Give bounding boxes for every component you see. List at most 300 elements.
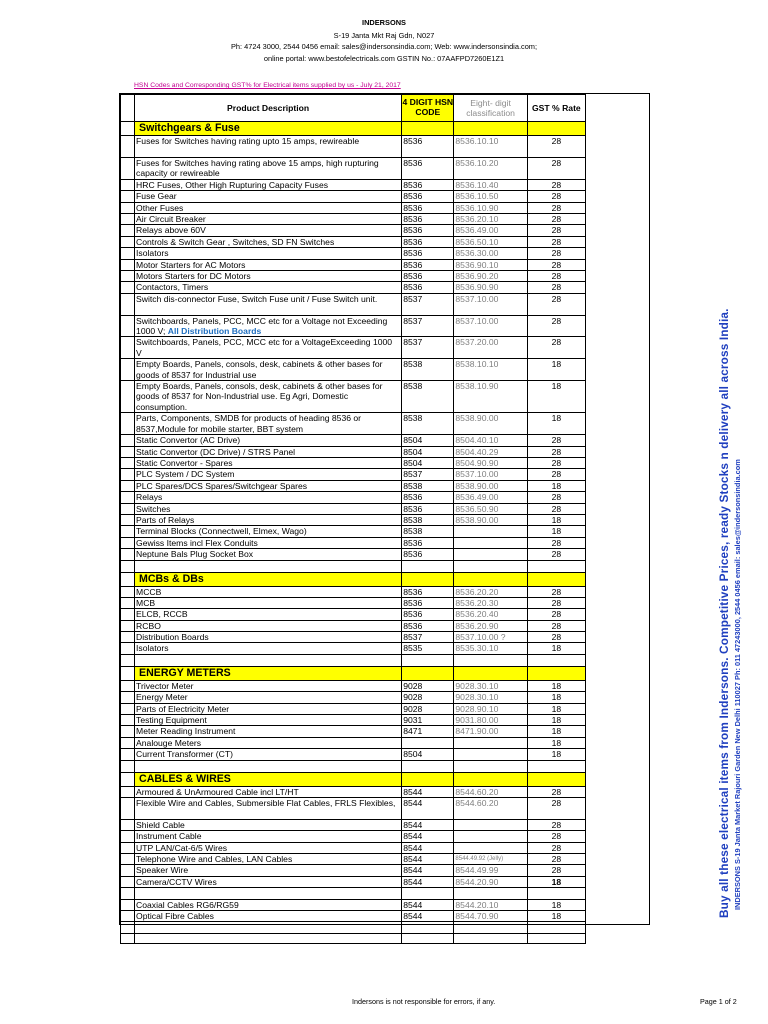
index-cell <box>121 876 135 887</box>
hsn-8-digit: 9031.80.00 <box>454 715 527 726</box>
hsn-4-digit: 8544 <box>402 819 454 830</box>
gst-rate: 28 <box>527 446 585 457</box>
hsn-8-digit: 8537.10.00 <box>454 315 527 337</box>
section-fill-cell <box>454 666 527 680</box>
hsn-8-digit <box>454 888 527 899</box>
empty-cell <box>121 922 135 934</box>
section-title: CABLES & WIRES <box>135 772 402 786</box>
index-cell <box>121 703 135 714</box>
hsn-4-digit: 8544 <box>402 876 454 887</box>
index-cell <box>121 157 135 179</box>
product-description: Isolators <box>135 643 402 654</box>
table-row <box>121 597 586 608</box>
index-cell <box>121 572 135 586</box>
index-cell <box>121 537 135 548</box>
index-cell <box>121 865 135 876</box>
index-cell <box>121 632 135 643</box>
hsn-4-digit: 8536 <box>402 620 454 631</box>
table-row <box>121 888 586 899</box>
hsn-4-digit: 8537 <box>402 632 454 643</box>
index-cell <box>121 715 135 726</box>
index-cell <box>121 236 135 247</box>
hsn-4-digit: 8536 <box>402 236 454 247</box>
section-fill-cell <box>527 122 585 136</box>
section-fill-cell <box>454 572 527 586</box>
empty-cell <box>454 922 527 934</box>
product-description: Relays <box>135 492 402 503</box>
empty-cell <box>135 934 402 944</box>
hsn-8-digit <box>454 737 527 748</box>
section-fill-cell <box>527 572 585 586</box>
index-cell <box>121 842 135 853</box>
hsn-4-digit: 8536 <box>402 136 454 158</box>
table-row <box>121 703 586 714</box>
gst-rate: 18 <box>527 715 585 726</box>
hsn-8-digit: 8537.10.00 <box>454 293 527 315</box>
product-description: Fuse Gear <box>135 191 402 202</box>
section-header-row <box>121 122 586 136</box>
product-description: Empty Boards, Panels, consols, desk, cabinets & other bases for goods of 8537 for Industrial use <box>135 359 402 381</box>
table-row <box>121 359 586 381</box>
gst-rate: 18 <box>527 680 585 691</box>
product-description: Camera/CCTV Wires <box>135 876 402 887</box>
hsn-note: HSN Codes and Corresponding GST% for Electrical items supplied by us - July 21, 2017 <box>134 82 401 89</box>
product-description: Switches <box>135 503 402 514</box>
gst-rate: 28 <box>527 282 585 293</box>
table-header-row <box>121 95 586 122</box>
gst-rate: 18 <box>527 703 585 714</box>
product-description: Analouge Meters <box>135 737 402 748</box>
index-cell <box>121 526 135 537</box>
index-cell <box>121 213 135 224</box>
product-description: Flexible Wire and Cables, Submersible Flat Cables, FRLS Flexibles, <box>135 798 402 820</box>
product-description: Controls & Switch Gear , Switches, SD FN Switches <box>135 236 402 247</box>
hsn-4-digit: 8536 <box>402 248 454 259</box>
hsn-4-digit: 8537 <box>402 469 454 480</box>
product-description: Neptune Bals Plug Socket Box <box>135 549 402 560</box>
empty-cell <box>121 560 135 572</box>
table-row <box>121 798 586 820</box>
hsn-4-digit: 8536 <box>402 259 454 270</box>
hsn-4-digit: 8536 <box>402 191 454 202</box>
hsn-4-digit: 8535 <box>402 643 454 654</box>
hsn-8-digit <box>454 819 527 830</box>
section-header-row <box>121 572 586 586</box>
index-cell <box>121 726 135 737</box>
gst-rate: 28 <box>527 293 585 315</box>
gst-rate: 28 <box>527 786 585 797</box>
index-cell <box>121 469 135 480</box>
hsn-8-digit: 8538.90.00 <box>454 514 527 525</box>
product-description: Parts, Components, SMDB for products of heading 8536 or 8537,Module for mobile starter, BBT system <box>135 413 402 435</box>
hsn-4-digit: 8538 <box>402 359 454 381</box>
hsn-4-digit: 9028 <box>402 703 454 714</box>
hsn-8-digit: 9028.30.10 <box>454 692 527 703</box>
empty-cell <box>454 934 527 944</box>
table-row <box>121 458 586 469</box>
gst-rate: 28 <box>527 537 585 548</box>
product-description: Contactors, Timers <box>135 282 402 293</box>
gst-rate: 28 <box>527 469 585 480</box>
product-description: Testing Equipment <box>135 715 402 726</box>
product-description: Coaxial Cables RG6/RG59 <box>135 899 402 910</box>
table-row <box>121 179 586 190</box>
index-cell <box>121 337 135 359</box>
product-description: Fuses for Switches having rating upto 15 amps, rewireable <box>135 136 402 158</box>
table-row <box>121 282 586 293</box>
table-row <box>121 876 586 887</box>
empty-cell <box>135 654 402 666</box>
product-description: Terminal Blocks (Connectwell, Elmex, Wago) <box>135 526 402 537</box>
hsn-8-digit: 8536.49.00 <box>454 225 527 236</box>
index-cell <box>121 911 135 922</box>
gst-rate: 18 <box>527 911 585 922</box>
product-description: Armoured & UnArmoured Cable incl LT/HT <box>135 786 402 797</box>
hsn-8-digit <box>454 749 527 760</box>
section-title: MCBs & DBs <box>135 572 402 586</box>
hsn-4-digit: 8537 <box>402 315 454 337</box>
gst-rate: 28 <box>527 236 585 247</box>
hsn-table-body <box>121 95 586 944</box>
empty-cell <box>454 560 527 572</box>
empty-cell <box>135 922 402 934</box>
hsn-8-digit: 8544.49.92 (Jelly) <box>454 854 527 865</box>
gst-rate: 28 <box>527 632 585 643</box>
product-description: Static Convertor (DC Drive) / STRS Panel <box>135 446 402 457</box>
section-fill-cell <box>454 772 527 786</box>
table-row <box>121 899 586 910</box>
table-row <box>121 514 586 525</box>
hsn-8-digit: 8537.20.00 <box>454 337 527 359</box>
table-row <box>121 549 586 560</box>
company-name: INDERSONS <box>362 18 406 27</box>
hsn-8-digit: 8538.10.10 <box>454 359 527 381</box>
table-row <box>121 213 586 224</box>
hsn-8-digit: 8544.20.90 <box>454 876 527 887</box>
index-cell <box>121 270 135 281</box>
gst-rate: 28 <box>527 549 585 560</box>
gst-rate: 28 <box>527 202 585 213</box>
table-row <box>121 469 586 480</box>
table-row <box>121 315 586 337</box>
product-description: Telephone Wire and Cables, LAN Cables <box>135 854 402 865</box>
hsn-8-digit: 8504.90.90 <box>454 458 527 469</box>
hsn-8-digit: 8544.49.99 <box>454 865 527 876</box>
hsn-8-digit: 8536.90.10 <box>454 259 527 270</box>
table-row <box>121 786 586 797</box>
hsn-8-digit <box>454 842 527 853</box>
gst-rate: 28 <box>527 865 585 876</box>
index-cell <box>121 359 135 381</box>
hsn-8-digit: 8537.10.00 <box>454 469 527 480</box>
hsn-4-digit <box>402 888 454 899</box>
empty-cell <box>454 654 527 666</box>
product-description: Static Convertor - Spares <box>135 458 402 469</box>
gst-header: GST % Rate <box>527 95 585 122</box>
hsn-4-digit: 8538 <box>402 526 454 537</box>
empty-cell <box>135 560 402 572</box>
company-portal: online portal: www.bestofelectricals.com GSTIN No.: 07AAFPD7260E1Z1 <box>263 54 505 63</box>
index-cell <box>121 749 135 760</box>
product-description: UTP LAN/Cat-6/5 Wires <box>135 842 402 853</box>
company-address: S-19 Janta Mkt Raj Gdn, N027 <box>333 31 435 40</box>
spacer-row <box>121 922 586 934</box>
table-row <box>121 526 586 537</box>
hsn-4-digit: 8544 <box>402 842 454 853</box>
hsn-4-digit: 8536 <box>402 492 454 503</box>
hsn-8-digit: 8536.20.20 <box>454 586 527 597</box>
section-header-row <box>121 666 586 680</box>
table-row <box>121 381 586 413</box>
gst-rate: 18 <box>527 876 585 887</box>
section-fill-cell <box>527 666 585 680</box>
hsn-8-digit: 8544.60.20 <box>454 798 527 820</box>
hsn-8-digit: 8536.50.10 <box>454 236 527 247</box>
hsn-4-digit: 8536 <box>402 549 454 560</box>
product-description: Optical Fibre Cables <box>135 911 402 922</box>
gst-rate: 18 <box>527 899 585 910</box>
gst-rate: 28 <box>527 620 585 631</box>
gst-rate: 28 <box>527 225 585 236</box>
product-description <box>135 888 402 899</box>
hsn-4-digit: 8544 <box>402 831 454 842</box>
gst-rate: 18 <box>527 737 585 748</box>
section-fill-cell <box>402 122 454 136</box>
product-description: RCBO <box>135 620 402 631</box>
hsn-8-digit: 8544.20.10 <box>454 899 527 910</box>
index-cell <box>121 202 135 213</box>
product-description: MCCB <box>135 586 402 597</box>
table-row <box>121 236 586 247</box>
index-header-cell <box>121 95 135 122</box>
index-cell <box>121 248 135 259</box>
gst-rate: 28 <box>527 213 585 224</box>
section-header-row <box>121 772 586 786</box>
table-row <box>121 492 586 503</box>
hsn-4-digit: 8536 <box>402 270 454 281</box>
index-cell <box>121 136 135 158</box>
index-cell <box>121 786 135 797</box>
index-cell <box>121 819 135 830</box>
product-description: ELCB, RCCB <box>135 609 402 620</box>
gst-rate: 18 <box>527 749 585 760</box>
empty-cell <box>402 760 454 772</box>
hsn-8-digit: 8536.10.10 <box>454 136 527 158</box>
gst-sheet <box>119 93 742 925</box>
gst-rate: 18 <box>527 359 585 381</box>
footer-page-number: Page 1 of 2 <box>700 997 737 1006</box>
table-row <box>121 609 586 620</box>
index-cell <box>121 831 135 842</box>
table-row <box>121 680 586 691</box>
hsn-8-digit <box>454 537 527 548</box>
hsn-4-digit: 8544 <box>402 911 454 922</box>
table-row <box>121 503 586 514</box>
product-description: Empty Boards, Panels, consols, desk, cabinets & other bases for goods of 8537 for Non-Industrial use. Eg Agri, Domestic consumption. <box>135 381 402 413</box>
hsn-4-digit: 8536 <box>402 503 454 514</box>
index-cell <box>121 446 135 457</box>
hsn-4-digit: 8537 <box>402 293 454 315</box>
promo-contact-line: INDERSONS S-19 Janta Market Rajouri Garden New Delhi 110027 Ph: 011 47243000, 2544 0456 email: sales@indersonsindia.com <box>733 459 742 910</box>
hsn-4-digit: 8538 <box>402 413 454 435</box>
index-cell <box>121 737 135 748</box>
table-row <box>121 643 586 654</box>
product-description: Air Circuit Breaker <box>135 213 402 224</box>
table-row <box>121 293 586 315</box>
index-cell <box>121 122 135 136</box>
gst-rate: 28 <box>527 270 585 281</box>
spacer-row <box>121 654 586 666</box>
gst-rate: 28 <box>527 819 585 830</box>
product-description: Switch dis-connector Fuse, Switch Fuse unit / Fuse Switch unit. <box>135 293 402 315</box>
product-description: Trivector Meter <box>135 680 402 691</box>
hsn-4-digit: 9028 <box>402 692 454 703</box>
hsn-8-digit: 8536.20.40 <box>454 609 527 620</box>
table-row <box>121 726 586 737</box>
index-cell <box>121 586 135 597</box>
product-description: PLC System / DC System <box>135 469 402 480</box>
hsn-8-digit: 8536.50.90 <box>454 503 527 514</box>
gst-rate: 28 <box>527 157 585 179</box>
index-cell <box>121 609 135 620</box>
table-row <box>121 865 586 876</box>
index-cell <box>121 179 135 190</box>
hsn-8-digit <box>454 526 527 537</box>
hsn-4-digit: 8536 <box>402 597 454 608</box>
product-description: Gewiss Items incl Flex Conduits <box>135 537 402 548</box>
hsn-8-digit: 8536.90.20 <box>454 270 527 281</box>
hsn-8-digit: 8535.30.10 <box>454 643 527 654</box>
index-cell <box>121 458 135 469</box>
company-contact: Ph: 4724 3000, 2544 0456 email: sales@indersonsindia.com; Web: www.indersonsindia.com; <box>230 42 538 51</box>
gst-rate: 18 <box>527 526 585 537</box>
index-cell <box>121 293 135 315</box>
index-cell <box>121 549 135 560</box>
index-cell <box>121 480 135 491</box>
hsn-8-digit: 8544.60.20 <box>454 786 527 797</box>
gst-rate: 28 <box>527 191 585 202</box>
hsn-8-digit: 8536.10.50 <box>454 191 527 202</box>
section-fill-cell <box>402 666 454 680</box>
section-title: ENERGY METERS <box>135 666 402 680</box>
hsn-4-digit: 8504 <box>402 749 454 760</box>
table-row <box>121 632 586 643</box>
index-cell <box>121 692 135 703</box>
product-description: Meter Reading Instrument <box>135 726 402 737</box>
index-cell <box>121 620 135 631</box>
product-description: HRC Fuses, Other High Rupturing Capacity Fuses <box>135 179 402 190</box>
index-cell <box>121 315 135 337</box>
hsn-4-digit: 8537 <box>402 337 454 359</box>
section-title: Switchgears & Fuse <box>135 122 402 136</box>
product-description: Isolators <box>135 248 402 259</box>
hsn-4-digit: 8471 <box>402 726 454 737</box>
hsn-8-digit: 8504.40.29 <box>454 446 527 457</box>
hsn-8-digit: 8536.20.90 <box>454 620 527 631</box>
product-description: Distribution Boards <box>135 632 402 643</box>
table-row <box>121 737 586 748</box>
hsn-4-digit: 8536 <box>402 225 454 236</box>
gst-rate: 18 <box>527 381 585 413</box>
hsn-8-digit: 8471.90.00 <box>454 726 527 737</box>
gst-rate: 18 <box>527 413 585 435</box>
hsn-8-digit: 8536.90.90 <box>454 282 527 293</box>
index-cell <box>121 854 135 865</box>
index-cell <box>121 680 135 691</box>
gst-rate: 28 <box>527 798 585 820</box>
empty-cell <box>135 760 402 772</box>
table-row <box>121 337 586 359</box>
table-row <box>121 202 586 213</box>
gst-rate: 28 <box>527 597 585 608</box>
product-description: Relays above 60V <box>135 225 402 236</box>
gst-rate: 28 <box>527 842 585 853</box>
hsn-4-digit: 8544 <box>402 865 454 876</box>
index-cell <box>121 413 135 435</box>
product-description: Parts of Relays <box>135 514 402 525</box>
index-cell <box>121 772 135 786</box>
description-highlight: All Distribution Boards <box>167 325 262 336</box>
table-row <box>121 842 586 853</box>
hsn-8-digit: 8536.30.00 <box>454 248 527 259</box>
product-description: MCB <box>135 597 402 608</box>
hsn-8-digit: 8538.90.00 <box>454 480 527 491</box>
hsn-8-digit: 8538.90.00 <box>454 413 527 435</box>
product-description: Fuses for Switches having rating above 15 amps, high rupturing capacity or rewireable <box>135 157 402 179</box>
index-cell <box>121 514 135 525</box>
hsn-4-digit: 8504 <box>402 435 454 446</box>
gst-rate: 18 <box>527 643 585 654</box>
empty-cell <box>121 934 135 944</box>
gst-rate: 28 <box>527 609 585 620</box>
table-row <box>121 136 586 158</box>
table-row <box>121 715 586 726</box>
table-row <box>121 831 586 842</box>
description-text: Switchboards, Panels, PCC, MCC etc for a Voltage not Exceeding 1000 V; <box>136 315 388 336</box>
product-description: Current Transformer (CT) <box>135 749 402 760</box>
product-description: Motors Starters for DC Motors <box>135 270 402 281</box>
gst-rate: 28 <box>527 136 585 158</box>
hsn-8-digit: 9028.30.10 <box>454 680 527 691</box>
table-row <box>121 191 586 202</box>
table-row <box>121 911 586 922</box>
footer-disclaimer: Indersons is not responsible for errors, if any. <box>352 997 496 1006</box>
spacer-row <box>121 560 586 572</box>
product-description: Speaker Wire <box>135 865 402 876</box>
product-description: Parts of Electricity Meter <box>135 703 402 714</box>
index-cell <box>121 381 135 413</box>
hsn-4-digit: 8538 <box>402 381 454 413</box>
hsn-4-digit: 8544 <box>402 786 454 797</box>
product-description <box>135 315 402 337</box>
table-row <box>121 259 586 270</box>
gst-rate: 28 <box>527 435 585 446</box>
section-fill-cell <box>454 122 527 136</box>
hsn-4-digit: 9028 <box>402 680 454 691</box>
product-description: Other Fuses <box>135 202 402 213</box>
hsn-8-digit: 8504.40.10 <box>454 435 527 446</box>
hsn-8-digit: 8536.10.20 <box>454 157 527 179</box>
index-cell <box>121 597 135 608</box>
table-row <box>121 537 586 548</box>
index-cell <box>121 643 135 654</box>
table-row <box>121 819 586 830</box>
eight-digit-header: Eight- digit classification <box>454 95 527 122</box>
hsn-4-digit: 8536 <box>402 609 454 620</box>
product-description: Shield Cable <box>135 819 402 830</box>
hsn-8-digit: 8536.10.90 <box>454 202 527 213</box>
hsn-4-digit: 8536 <box>402 179 454 190</box>
